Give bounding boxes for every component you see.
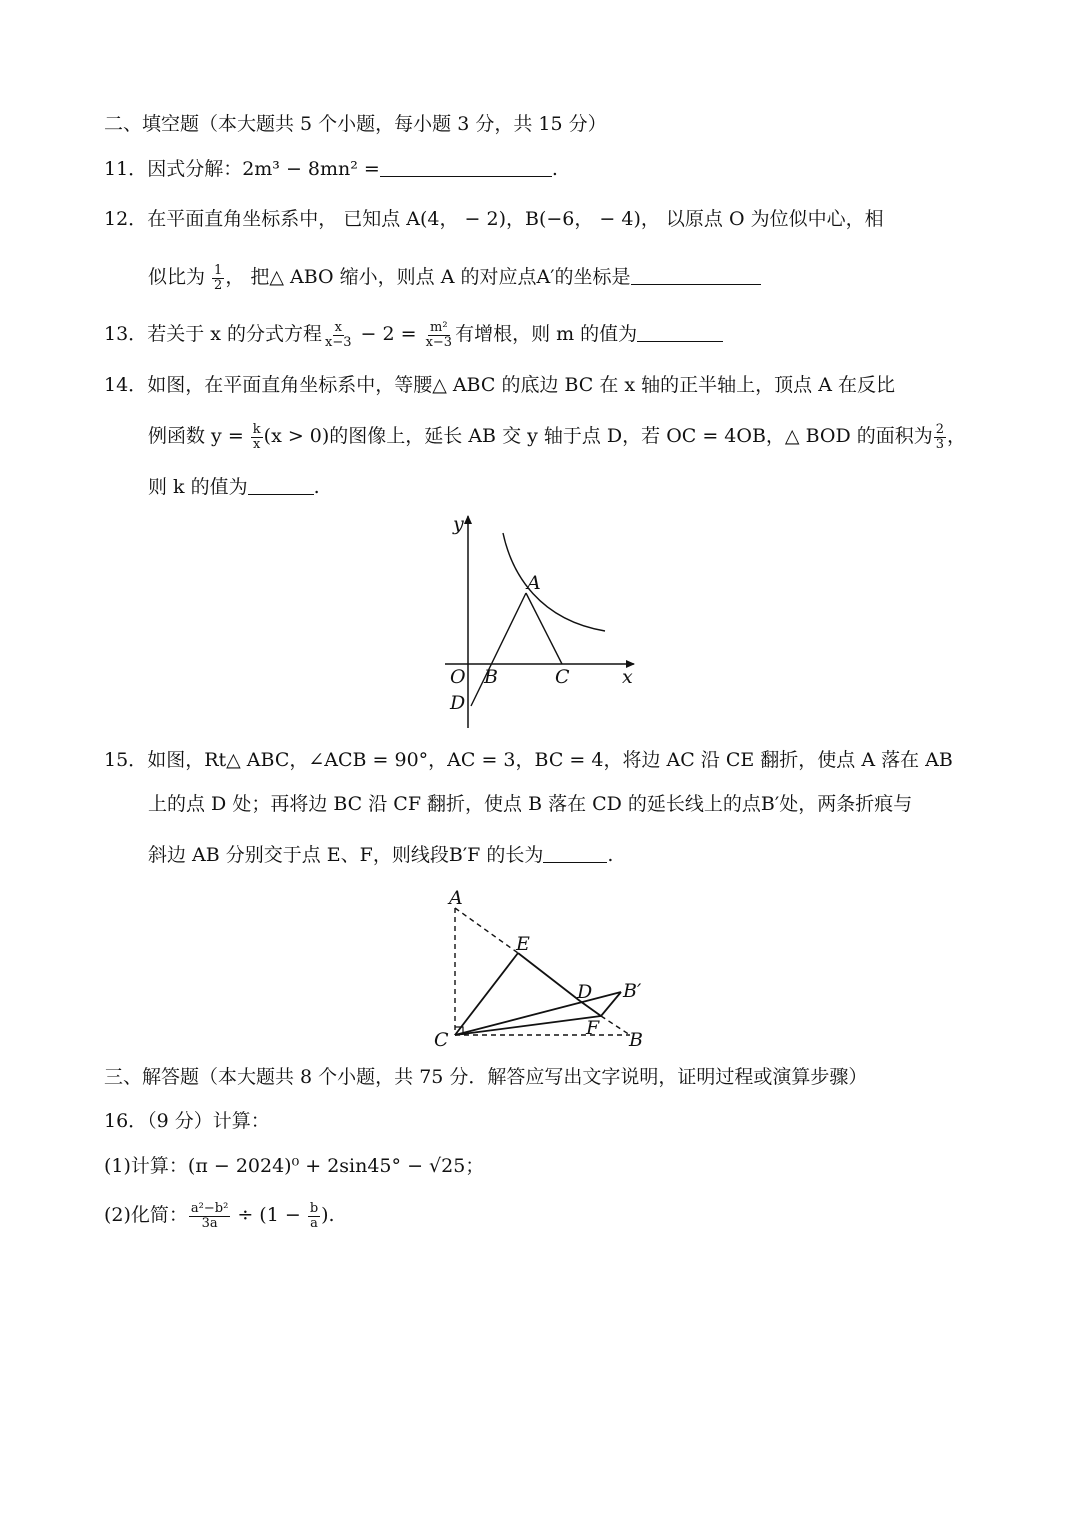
question-16-part-2: (2)化简： $\frac{\text{a²−b²}}{3a}$ ÷ (1 − $\frac{b}{a}$ ).: [104, 1200, 335, 1231]
question-12-line-2: 似比为 $\frac{1}{2}$ ， 把△ ABO 缩小，则点 A 的对应点A′的坐标是: [148, 263, 761, 293]
segment-DF: [580, 1001, 601, 1016]
segment-AD: [471, 593, 526, 706]
answer-blank-11[interactable]: [380, 156, 552, 177]
question-15-line-2: 上的点 D 处；再将边 BC 沿 CF 翻折，使点 B 落在 CD 的延长线上的点B′处，两条折痕与: [148, 793, 913, 815]
label-B: B: [629, 1029, 643, 1051]
figure-14-coordinate-graph: [430, 505, 650, 735]
label-E: E: [516, 933, 530, 955]
label-O: O: [450, 666, 466, 688]
answer-blank-13[interactable]: [637, 321, 723, 342]
question-16-title: 16．（9 分）计算：: [104, 1110, 270, 1132]
fraction-k-over-x: $\frac{k}{x}$: [252, 421, 261, 452]
figure-15-triangle-folding: [425, 880, 665, 1055]
question-15-line-1: 15．如图，Rt△ ABC，∠ACB = 90°，AC = 3，BC = 4，将边 AC 沿 CE 翻折，使点 A 落在 AB: [104, 749, 953, 771]
dashed-FB: [601, 1016, 630, 1035]
answer-blank-15[interactable]: [543, 842, 607, 863]
label-F: F: [586, 1017, 600, 1039]
dashed-AE: [455, 908, 518, 953]
label-D: D: [577, 981, 593, 1003]
question-14-line-3: 则 k 的值为 .: [148, 476, 320, 498]
question-13: 13．若关于 x 的分式方程 $\frac{x}{x-3}$ − 2 = $\frac{\text{m²}}{x-3}$ 有增根，则 m 的值为: [104, 320, 723, 350]
answer-blank-12[interactable]: [631, 264, 761, 285]
section-2-heading: 二、填空题（本大题共 5 个小题，每小题 3 分，共 15 分）: [104, 113, 607, 135]
fraction-area: $\frac{2}{3}$: [935, 421, 945, 452]
hyperbola-curve: [503, 533, 605, 631]
segment-CF: [455, 1016, 601, 1035]
label-A: A: [527, 572, 541, 594]
fraction-a2-b2-over-3a: $\frac{\text{a²−b²}}{3a}$: [190, 1200, 229, 1231]
ratio-fraction: $\frac{1}{2}$: [214, 262, 223, 293]
question-16-part-1: (1)计算：(π − 2024)⁰ + 2sin45° − √25；: [104, 1155, 485, 1177]
label-B-prime: B′: [623, 980, 642, 1002]
label-D: D: [450, 692, 466, 714]
label-A: A: [449, 887, 463, 909]
question-14-line-1: 14．如图，在平面直角坐标系中，等腰△ ABC 的底边 BC 在 x 轴的正半轴上，顶点 A 在反比: [104, 374, 895, 396]
label-B: B: [484, 666, 498, 688]
label-x: x: [622, 666, 633, 688]
question-11: 11．因式分解：2m³ − 8mn² = .: [104, 158, 558, 180]
question-14-line-2: 例函数 y = $\frac{k}{x}$ (x > 0)的图像上，延长 AB 交 y 轴于点 D，若 OC = 4OB，△ BOD 的面积为 $\frac{2}{3}$ ，: [148, 421, 967, 452]
segment-ED: [518, 953, 580, 1001]
question-12-line-1: 12．在平面直角坐标系中， 已知点 A(4， − 2)，B(−6， − 4)， 以原点 O 为位似中心，相: [104, 208, 884, 230]
label-y: y: [453, 513, 464, 535]
label-C: C: [555, 666, 570, 688]
section-3-heading: 三、解答题（本大题共 8 个小题，共 75 分．解答应写出文字说明，证明过程或演算步骤）: [104, 1066, 868, 1088]
answer-blank-14[interactable]: [248, 474, 314, 495]
fraction-x-over-x-3: $\frac{x}{x-3}$: [324, 319, 352, 350]
label-C: C: [434, 1029, 449, 1051]
question-15-line-3: 斜边 AB 分别交于点 E、F，则线段B′F 的长为 .: [148, 844, 614, 866]
fraction-m2-over-x-3: $\frac{\text{m²}}{x-3}$: [425, 319, 453, 350]
segment-CE: [455, 953, 518, 1035]
fraction-b-over-a: $\frac{b}{a}$: [309, 1200, 319, 1231]
